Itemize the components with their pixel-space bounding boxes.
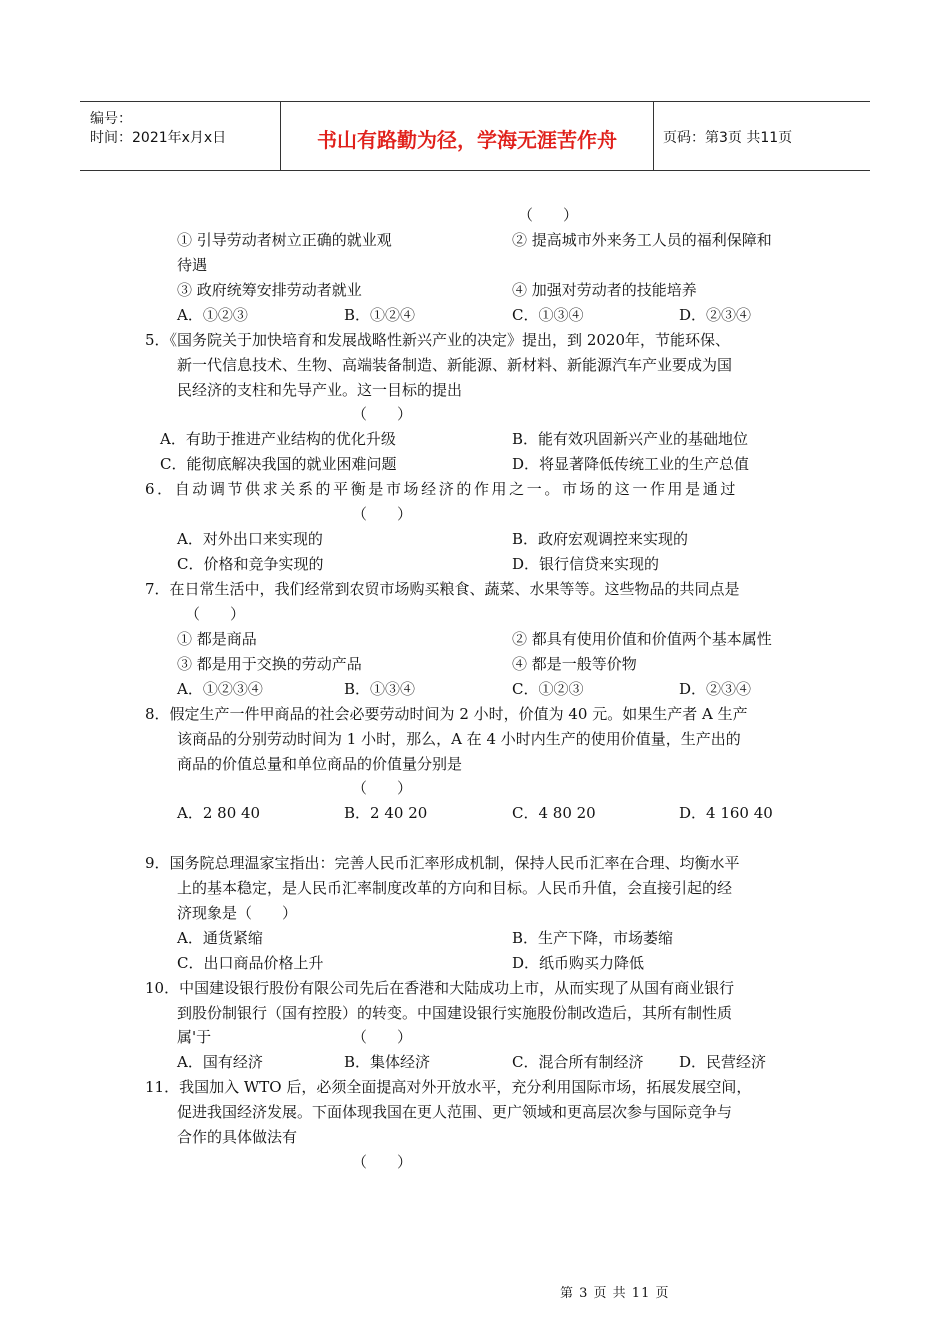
header-page-cell (655, 102, 870, 170)
question-10-text: 属'于 (177, 1028, 212, 1046)
option-c: C．4 80 20 (512, 804, 596, 822)
statement-1: ① 都是商品 (177, 630, 257, 648)
page-header (80, 101, 870, 171)
statement-2-continued: 待遇 (177, 256, 208, 274)
question-5-text: 新一代信息技术、生物、高端装备制造、新能源、新材料、新能源汽车产业要成为国 (177, 356, 733, 374)
question-8-text: 该商品的分别劳动时间为 1 小时，那么，A 在 4 小时内生产的使用价值量，生产出的 (177, 730, 741, 748)
statement-2: ② 都具有使用价值和价值两个基本属性 (512, 630, 772, 648)
option-c: C．混合所有制经济 (512, 1053, 644, 1071)
question-11-text: 促进我国经济发展。下面体现我国在更人范围、更广领域和更高层次参与国际竞争与 (177, 1103, 733, 1121)
answer-paren: （ ） (352, 405, 413, 423)
question-7-text: 7．在日常生活中，我们经常到农贸市场购买粮食、蔬菜、水果等等。这些物品的共同点是 (145, 580, 740, 598)
statement-3: ③ 都是用于交换的劳动产品 (177, 655, 362, 673)
question-10-text: 到股份制银行（国有控股）的转变。中国建设银行实施股份制改造后，其所有制性质 (177, 1004, 733, 1022)
answer-paren: （ ） (185, 605, 246, 623)
option-d: D．民营经济 (679, 1053, 767, 1071)
option-a: A．①②③④ (177, 680, 263, 698)
question-6-text: 6．自动调节供求关系的平衡是市场经济的作用之一。市场的这一作用是通过 (145, 480, 738, 498)
option-d: D．②③④ (679, 306, 752, 324)
document-date-label: 时间：2021年x月x日 (90, 130, 227, 146)
option-b: B．集体经济 (344, 1053, 431, 1071)
answer-paren: （ ） (352, 1153, 413, 1171)
answer-paren: （ ） (352, 1028, 413, 1046)
statement-3: ③ 政府统筹安排劳动者就业 (177, 281, 362, 299)
option-d: D．②③④ (679, 680, 752, 698)
answer-paren: （ ） (352, 505, 413, 523)
option-c: C．①②③ (512, 680, 584, 698)
statement-4: ④ 加强对劳动者的技能培养 (512, 281, 697, 299)
statement-1: ① 引导劳动者树立正确的就业观 (177, 231, 392, 249)
question-8-text: 商品的价值总量和单位商品的价值量分别是 (177, 755, 463, 773)
question-9-text: 上的基本稳定，是人民币汇率制度改革的方向和目标。人民币升值，会直接引起的经 (177, 879, 733, 897)
option-a: A．对外出口来实现的 (177, 530, 323, 548)
option-a: A．有助于推进产业结构的优化升级 (160, 430, 396, 448)
header-meta-cell (80, 102, 281, 170)
option-b: B．政府宏观调控来实现的 (512, 530, 689, 548)
page-info: 页码：第3页 共11页 (663, 130, 793, 146)
option-c: C．能彻底解决我国的就业困难问题 (160, 455, 397, 473)
question-9-text: 9．国务院总理温家宝指出：完善人民币汇率形成机制，保持人民币汇率在合理、均衡水平 (145, 854, 740, 872)
header-motto-cell (281, 102, 654, 170)
statement-2: ② 提高城市外来务工人员的福利保障和 (512, 231, 772, 249)
option-d: D．纸币购买力降低 (512, 954, 645, 972)
option-a: A．通货紧缩 (177, 929, 263, 947)
answer-paren: （ ） (352, 779, 413, 797)
option-c: C．价格和竞争实现的 (177, 555, 324, 573)
option-a: A．①②③ (177, 306, 248, 324)
page-footer: 第 3 页 共 11 页 (560, 1286, 670, 1301)
option-b: B．生产下降，市场萎缩 (512, 929, 674, 947)
option-c: C．出口商品价格上升 (177, 954, 324, 972)
statement-4: ④ 都是一般等价物 (512, 655, 637, 673)
option-c: C．①③④ (512, 306, 584, 324)
question-9-text: 济现象是（ ） (177, 904, 298, 922)
document-number-label: 编号： (90, 111, 132, 127)
option-a: A．国有经济 (177, 1053, 263, 1071)
option-d: D．银行信贷来实现的 (512, 555, 660, 573)
option-d: D．4 160 40 (679, 804, 773, 822)
question-10-text: 10．中国建设银行股份有限公司先后在香港和大陆成功上市，从而实现了从国有商业银行 (145, 979, 735, 997)
option-d: D．将显著降低传统工业的生产总值 (512, 455, 750, 473)
motto-text: 书山有路勤为径，学海无涯苦作舟 (317, 128, 617, 152)
question-5-text: 民经济的支柱和先导产业。这一目标的提出 (177, 381, 463, 399)
answer-paren: （ ） (518, 206, 579, 224)
option-b: B．能有效巩固新兴产业的基础地位 (512, 430, 749, 448)
option-b: B．2 40 20 (344, 804, 428, 822)
option-a: A．2 80 40 (177, 804, 261, 822)
question-11-text: 11．我国加入 WTO 后，必须全面提高对外开放水平，充分利用国际市场，拓展发展空间， (145, 1078, 752, 1096)
option-b: B．①②④ (344, 306, 416, 324)
option-b: B．①③④ (344, 680, 416, 698)
question-5-text: 5．《国务院关于加快培育和发展战略性新兴产业的决定》提出，到 2020年，节能环保、 (145, 331, 730, 349)
question-11-text: 合作的具体做法有 (177, 1128, 298, 1146)
question-8-text: 8．假定生产一件甲商品的社会必要劳动时间为 2 小时，价值为 40 元。如果生产者 A 生产 (145, 705, 748, 723)
